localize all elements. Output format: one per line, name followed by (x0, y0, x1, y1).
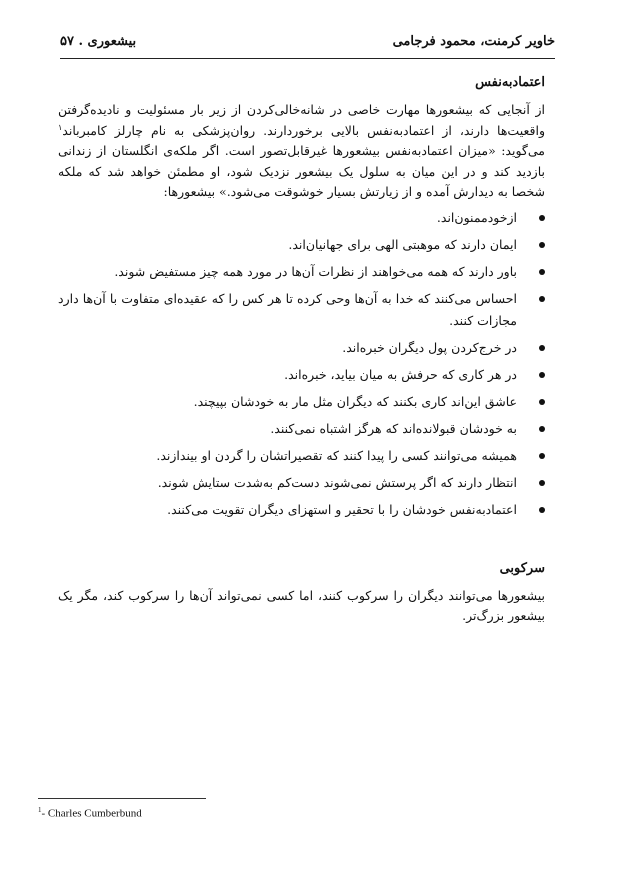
list-item-text: احساس می‌کنند که خدا به آن‌ها وحی کرده تا هر کس را که عقیده‌ای متفاوت با آن‌ها دارد مجازات کنند. (58, 290, 517, 328)
list-item-text: انتظار دارند که اگر پرستش نمی‌شوند دست‌کم به‌شدت ستایش شوند. (157, 474, 517, 490)
list-item-text: اعتمادبه‌نفس خودشان را با تحقیر و استهزای دیگران تقویت می‌کنند. (167, 501, 517, 517)
confidence-paragraph-part1: از آنجایی که بیشعورها مهارت خاصی در شانه‌خالی‌کردن از زیر بار مسئولیت و نادیده‌گرفتن واقعیت‌ها دارند، از اعتمادبه‌نفس بالایی برخوردارند. روان‌پزشکی به نام چارلز کامبرباند (58, 102, 545, 138)
list-item-text: عاشق این‌اند کاری بکنند که دیگران مثل مار به خودشان بپیچند. (193, 393, 517, 409)
bullet-icon (539, 372, 545, 378)
bullet-icon (539, 215, 545, 221)
section-spacer (58, 526, 545, 558)
list-item-text: در خرج‌کردن پول دیگران خبره‌اند. (342, 339, 517, 355)
confidence-bullet-list (58, 207, 545, 521)
list-item-text: ایمان دارند که موهبتی الهی برای جهانیان‌اند. (288, 236, 517, 252)
list-item (58, 288, 529, 332)
list-item (58, 472, 529, 494)
section-title-confidence: اعتمادبه‌نفس (475, 75, 545, 90)
bullet-icon (539, 296, 545, 302)
list-item-text: همیشه می‌توانند کسی را پیدا کنند که تقصیراتشان را گردن او بیندازند. (156, 447, 517, 463)
list-item-text: در هر کاری که حرفش به میان بیاید، خبره‌اند. (284, 366, 517, 382)
list-item (58, 207, 529, 229)
list-item (58, 234, 529, 256)
bullet-icon (539, 269, 545, 275)
list-item-text: به خودشان قبولانده‌اند که هرگز اشتباه نمی‌کنند. (270, 420, 517, 436)
header-page-number: بیشعوری . ۵۷ (60, 34, 137, 49)
footnote-text: - Charles Cumberbund (41, 807, 142, 820)
footnote-reference[interactable]: ۱ (58, 122, 63, 132)
bullet-icon (539, 507, 545, 513)
bullet-icon (539, 242, 545, 248)
list-item (58, 445, 529, 467)
page-body (58, 72, 545, 627)
confidence-paragraph (58, 100, 545, 203)
list-item (58, 418, 529, 440)
list-item-text: از‌خودممنون‌اند. (436, 209, 517, 225)
footnote-mark: 1 (38, 806, 42, 814)
bullet-icon (539, 453, 545, 459)
bullet-icon (539, 480, 545, 486)
list-item (58, 261, 529, 283)
list-item-text: باور دارند که همه می‌خواهند از نظرات آن‌ها در مورد همه چیز مستفیض شوند. (114, 263, 517, 279)
header-rule (60, 58, 555, 59)
bullet-icon (539, 426, 545, 432)
page-header (60, 30, 555, 54)
list-item (58, 499, 529, 521)
header-authors: خاویر کرمنت، محمود فرجامی (392, 34, 555, 49)
footnote-rule (38, 798, 206, 799)
section-title-suppression: سرکوبی (499, 560, 545, 576)
footnote (38, 806, 142, 820)
list-item (58, 337, 529, 359)
suppression-paragraph: بیشعورها می‌توانند دیگران را سرکوب کنند، اما کسی نمی‌تواند آن‌ها را سرکوب کند، مگر یک بیشعور بزرگ‌تر. (58, 587, 545, 623)
list-item (58, 391, 529, 413)
bullet-icon (539, 345, 545, 351)
list-item (58, 364, 529, 386)
bullet-icon (539, 399, 545, 405)
confidence-paragraph-part2: می‌گوید: «میزان اعتمادبه‌نفس بیشعورها غیرقابل‌تصور است. اگر ملکه‌ی انگلستان از زندانی بازدید کند و در این میان به سلول یک بیشعور نزدیک شود، او مطمئن خواهد شد که ملکه شخصا به دیدارش آمده و از زیارتش بسیار خوشوقت می‌شود.» بیشعورها: (58, 143, 545, 199)
